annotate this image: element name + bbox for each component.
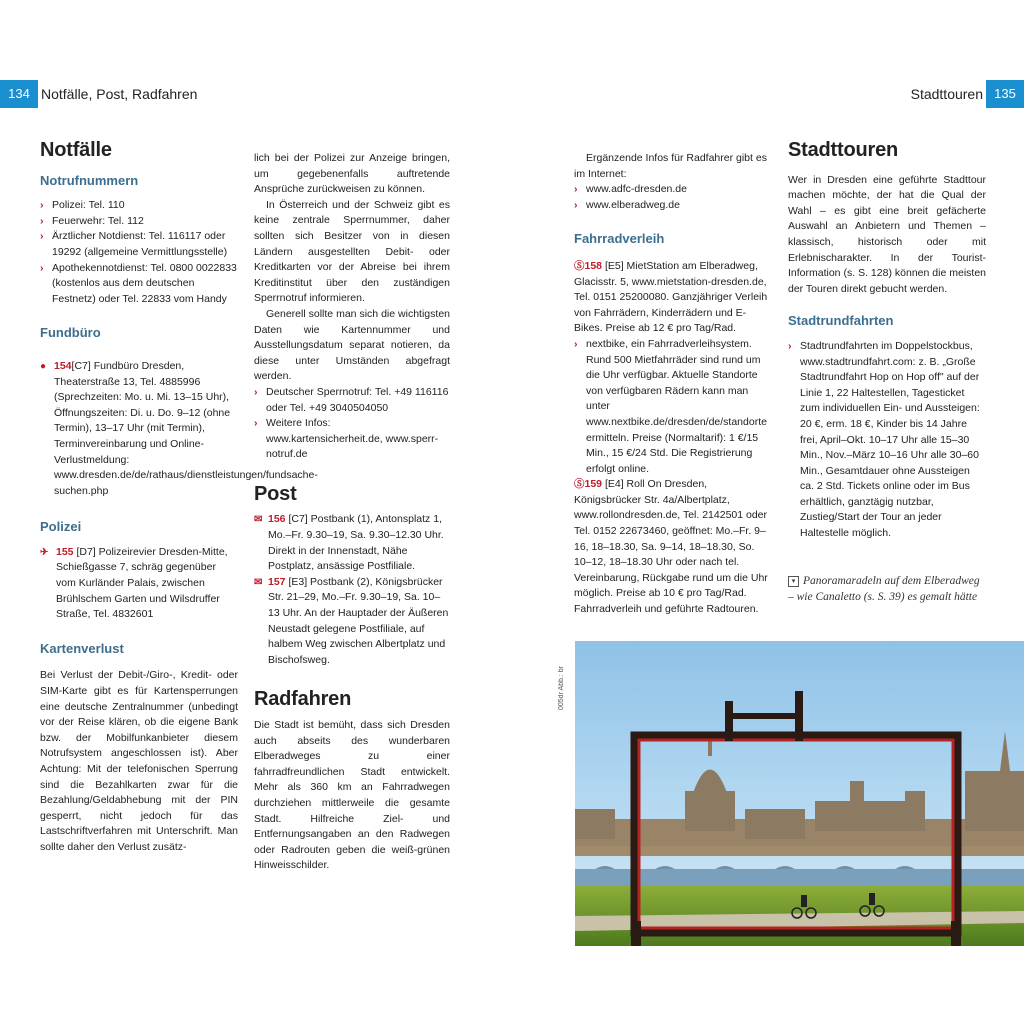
page-number-left: 134 — [0, 80, 38, 108]
heading-fundbuero: Fundbüro — [40, 325, 101, 341]
notruf-item: › Feuerwehr: Tel. 112 — [40, 214, 144, 227]
photo-caption: ▾ Panoramaradeln auf dem Elberadweg – wie Canaletto (s. S. 39) es gemalt hätte — [788, 575, 980, 603]
sperr-item: › Deutscher Sperrnotruf: Tel. +49 116116 oder Tel. +49 3040504050 — [254, 385, 449, 414]
rad-link[interactable]: › www.elberadweg.de — [574, 198, 680, 211]
caption-arrow-icon: ▾ — [788, 576, 799, 587]
post-entry: ✉ 157 [E3] Postbank (2), Königsbrücker Str. 21–29, Mo.–Fr. 9.30–19, Sa. 10–13 Uhr. An der Hauptader der Äußeren Neustadt gelegene Postfiliale, auf halbem Weg zwischen Albertplatz und Bischofsweg. — [254, 575, 449, 666]
post-entry: ✉ 156 [C7] Postbank (1), Antonsplatz 1, Mo.–Fr. 9.30–19, Sa. 9.30–12.30 Uhr. Direkt in der Innenstadt, Nähe Postplatz, ansässige Postfiliale. — [254, 513, 444, 573]
verleih-entry: › nextbike, ein Fahrradverleihsystem. Rund 500 Mietfahrräder sind rund um die Uhr verfügbar. Aktuelle Standorte von verfügbaren Rädern kann man unter www.nextbike.de/dresden/de/standorte ermitteln. Preise (Normaltarif): 1 €/15 Min., 15 €/24 Std. Die Registrierung erfolgt online. — [574, 337, 767, 475]
dresden-skyline-frame-image — [575, 641, 1024, 946]
right-column-1 — [574, 151, 772, 618]
photo-credit: 005dr Abb.: br — [558, 666, 565, 710]
notruf-item: › Apothekennotdienst: Tel. 0800 0022833 (kostenlos aus dem deutschen Festnetz) oder Tel. 22833 vom Handy — [40, 261, 237, 305]
heading-kartenverlust: Kartenverlust — [40, 640, 124, 656]
verleih-entry: Ⓢ158 [E5] MietStation am Elberadweg, Glacisstr. 5, www.mietstation-dresden.de, Tel. 0151 25200080. Ganzjähriger Verleih von Fahrrädern, Kinderrädern und E-Bikes. Preise ab 12 € pro Tag/Rad. — [574, 259, 768, 335]
post-icon: ✉ — [254, 576, 263, 588]
post-icon: ✉ — [254, 514, 263, 526]
rad-link[interactable]: › www.adfc-dresden.de — [574, 183, 687, 196]
left-column-2 — [254, 151, 450, 874]
page-number-right: 135 — [986, 80, 1024, 108]
polizei-entry: ✈ 155 [D7] Polizeirevier Dresden-Mitte, Schießgasse 7, schräg gegenüber vom Kurländer Palais, zwischen Brühlschem Garten und Wilsdruffer Straße, Tel. 4832601 — [40, 545, 228, 621]
bullet-dot-icon: ● — [40, 360, 47, 372]
heading-stadtrundfahrten: Stadtrundfahrten — [788, 313, 894, 329]
oesterreich-paragraph: In Österreich und der Schweiz gibt es keine zentrale Sperrnummer, daher sollten sich Besitzer von in diesen Ländern ausgestellten Debit- oder Kreditkarten vor der Abreise bei ihrem Kreditinstitut über den zuständigen Sperrnotruf informieren. — [254, 198, 450, 305]
rad-intro: Ergänzende Infos für Radfahrer gibt es im Internet: — [574, 152, 767, 180]
rundfahrten-item: › Stadtrundfahrten im Doppelstockbus, www.stadtrundfahrt.com: z. B. „Große Stadtrundfahrt Hop on Hop off" auf der Linie 1, 22 Haltestellen, Tagesticket zum individuellen Ein- und Aussteigen: 20 €, erm. 18 €, Kinder bis 14 Jahre frei, April–Okt. 10–17 Uhr alle 15–30 Min., Nov.–März 10–16 Uhr alle 30–60 Min., Gesamtdauer ohne Aussteigen ca. 2 Std. Tickets online oder im Bus erhältlich, ganztägig nutzbar, Zustieg/Start der Tour an jeder Haltestelle möglich. — [788, 339, 980, 540]
section-title-notfaelle: Notfälle — [40, 139, 112, 161]
running-head-right: Stadttouren — [910, 86, 983, 102]
notruf-item: › Polizei: Tel. 110 — [40, 199, 125, 212]
right-column-2 — [788, 139, 986, 542]
heading-fahrradverleih: Fahrradverleih — [574, 231, 665, 247]
section-title-post: Post — [254, 482, 297, 505]
generell-paragraph: Generell sollte man sich die wichtigsten Daten wie Kartennummer und Ausstellungsdatum separat notieren, da diese unter Umständen abgefragt werden. — [254, 307, 450, 383]
kartenverlust-continued: lich bei der Polizei zur Anzeige bringen, um gegebenenfalls auftretende Ansprüche zurückweisen zu können. — [254, 152, 450, 196]
police-icon: ✈ — [40, 546, 49, 558]
shop-icon: Ⓢ — [574, 259, 585, 272]
radfahren-text: Die Stadt ist bemüht, dass sich Dresden auch abseits des wunderbaren Elberadweges zu einer fahrradfreundlichen Stadt entwickelt. Mehr als 360 km an Fahrradwegen durchziehen mittlerweile die gesamte Stadt. Hilfreiche Ziel- und Entfernungsangaben an den Radwegen oder Radrouten geben die weiß-grünen Hinweisschilder. — [254, 719, 450, 872]
shop-icon: Ⓢ — [574, 478, 585, 491]
stadttouren-text: Wer in Dresden eine geführte Stadttour machen möchte, der hat die Qual der Wahl – es gibt eine breit gefächerte Auswahl an Anbietern und Themen – klassisch, historisch oder mit Erlebnischarakter. In der Tourist-Information (s. S. 128) können die meisten der Touren direkt gebucht werden. — [788, 173, 986, 295]
elberadweg-photo — [575, 641, 1024, 946]
section-title-stadttouren: Stadttouren — [788, 139, 899, 161]
section-title-radfahren: Radfahren — [254, 688, 352, 711]
notruf-item: › Ärztlicher Notdienst: Tel. 116117 oder 19292 (allgemeine Vermittlungsstelle) — [40, 230, 228, 258]
heading-notrufnummern: Notrufnummern — [40, 172, 139, 188]
kartenverlust-text: Bei Verlust der Debit-/Giro-, Kredit- oder SIM-Karte gibt es für Kartensperrungen eine deutsche Zentralnummer (unbedingt vor der Reise klären, ob die eigene Bank bzw. der Mobilfunkanbieter diesem Notrufsystem angeschlossen ist). Aber Achtung: Mit der telefonischen Sperrung sind die Bezahlkarten zwar für die Bezahlung/Geldabhebung mit der PIN gesperrt, nicht jedoch für das Lastschriftverfahren mit Unterschrift. Man sollte daher den Verlust zusätz- — [40, 669, 238, 853]
verleih-entry: Ⓢ159 [E4] Roll On Dresden, Königsbrücker Str. 4a/Albertplatz, www.rollondresden.de, Tel. 2142501 oder Tel. 0152 22673460, geöffnet: Mo.–Fr. 9–16, 18–18.30, Sa. 9–14, 18–18.30, So. 10–12, 18–18.30 Uhr oder nach tel. Vereinbarung, Rückgabe rund um die Uhr möglich. Preise ab 10 € pro Tag/Rad. Fahrradverleih und geführte Radtouren. — [574, 478, 768, 616]
fundbuero-entry: ● 154[C7] Fundbüro Dresden, Theaterstraße 13, Tel. 4885996 (Sprechzeiten: Mo. u. Mi. 13–15 Uhr), Öffnungszeiten: Di. u. Do. 9–12 (ohne Termin), 13–17 Uhr (mit Termin), Terminvereinbarung und Online-Verlustmeldung: www.dresden.de/de/rathaus/dienstleistungen/fundsache-suchen.php — [40, 359, 318, 497]
sperr-item: › Weitere Infos: www.kartensicherheit.de, www.sperr-notruf.de — [254, 417, 439, 461]
heading-polizei: Polizei — [40, 519, 82, 535]
running-head-left: Notfälle, Post, Radfahren — [41, 86, 198, 102]
